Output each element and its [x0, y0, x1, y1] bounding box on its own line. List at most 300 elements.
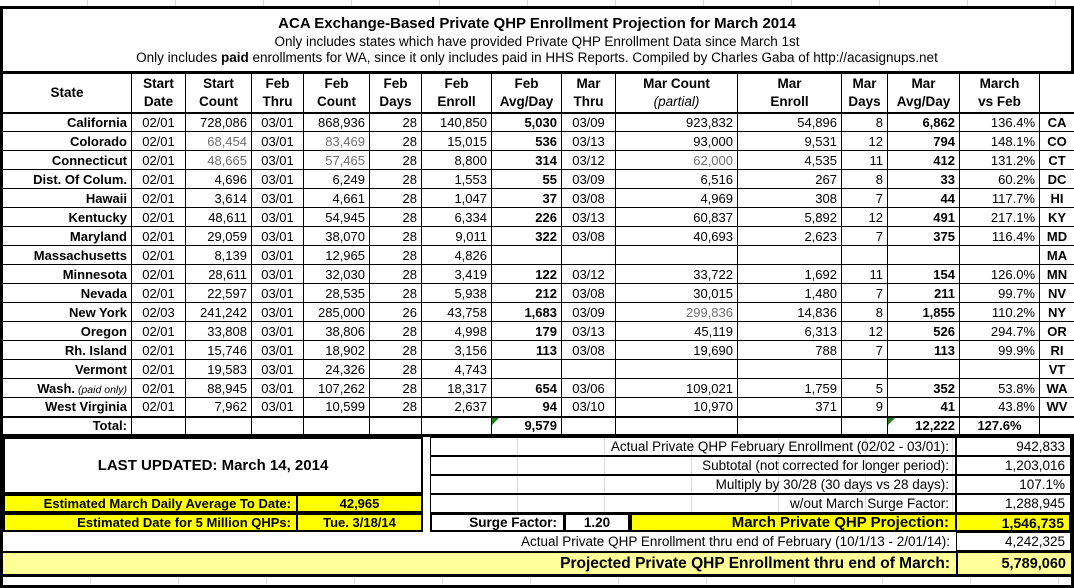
state-name: Vermont: [75, 362, 127, 377]
cell-state: [2, 398, 132, 417]
cell-start_count: [186, 227, 252, 246]
cell-start_date: [132, 322, 186, 341]
column-header: Feb Count: [304, 73, 370, 113]
march-projection-value: 1,546,735: [956, 513, 1071, 532]
cell-feb_enroll: [422, 379, 492, 398]
cell-feb_avg: [492, 360, 562, 379]
cell-mar_thru: [562, 341, 616, 360]
cell-value: 526: [933, 324, 955, 339]
cell-value: 314: [535, 153, 557, 168]
cell-mar_avg: [888, 303, 960, 322]
cell-value: 57,465: [325, 153, 365, 168]
cell-state: [2, 322, 132, 341]
cell-value: 8: [876, 115, 883, 130]
cell-mar_vs_feb: [960, 322, 1040, 341]
cell-mar_days: [842, 398, 888, 417]
cell-feb_days: [370, 151, 422, 170]
cell-abbr: [1040, 379, 1074, 398]
cell-value: WV: [1047, 399, 1068, 414]
cell-value: 03/10: [572, 399, 605, 414]
cell-feb_enroll: [422, 208, 492, 227]
cell-value: 43.8%: [998, 399, 1035, 414]
cell-feb_enroll: [422, 284, 492, 303]
cell-mar_count: [616, 284, 738, 303]
surge-factor-label: Surge Factor:: [430, 513, 565, 532]
cell-feb_thru: [252, 208, 304, 227]
cell-mar_enroll: [738, 303, 842, 322]
cell-value: 1,692: [804, 267, 837, 282]
cell-value: 03/01: [261, 399, 294, 414]
cell-abbr: [1040, 170, 1074, 189]
cell-value: 03/08: [572, 343, 605, 358]
last-updated-box: LAST UPDATED: March 14, 2014: [3, 437, 423, 494]
summary-right: [423, 437, 1071, 532]
column-header-line2: Avg/Day: [892, 93, 955, 111]
state-name: West Virginia: [45, 399, 127, 414]
column-header-line2: Enroll: [742, 93, 837, 111]
cell-value: 03/01: [261, 248, 294, 263]
cell-start_count: [186, 113, 252, 132]
cell-value: 12: [869, 134, 883, 149]
cell-value: CA: [1048, 115, 1067, 130]
cell-feb_enroll: [422, 189, 492, 208]
cell-value: 03/13: [572, 324, 605, 339]
cell-value: 1,759: [804, 381, 837, 396]
cell-value: 24,326: [325, 362, 365, 377]
cell-feb_enroll: [422, 227, 492, 246]
cell-value: 6,313: [804, 324, 837, 339]
cell-value: 30,015: [693, 286, 733, 301]
cell-feb_enroll: [422, 170, 492, 189]
cell-value: 02/01: [142, 343, 175, 358]
cell-value: 28: [403, 248, 417, 263]
cell-mar_avg: [888, 170, 960, 189]
table-row: [2, 208, 1074, 227]
cell-mar_days: [842, 322, 888, 341]
cell-mar_avg: [888, 379, 960, 398]
cell-start_count: [186, 322, 252, 341]
cell-mar_days: [842, 303, 888, 322]
cell-value: 113: [536, 343, 557, 358]
cell-mar_avg: [888, 189, 960, 208]
cell-value: 136.4%: [991, 115, 1035, 130]
cell-feb_count: [304, 379, 370, 398]
cell-feb_thru: [252, 284, 304, 303]
cell-feb_count: [304, 284, 370, 303]
table-row: [2, 246, 1074, 265]
cell-value: 28: [403, 210, 417, 225]
cell-feb_avg: [492, 398, 562, 417]
cell-value: 03/08: [572, 191, 605, 206]
cell-value: 12: [869, 324, 883, 339]
cell-start_date: [132, 398, 186, 417]
cell-value: 308: [815, 191, 837, 206]
cell-value: 7: [876, 229, 883, 244]
state-name: Maryland: [70, 229, 127, 244]
cell-state: [2, 151, 132, 170]
cell-value: 7: [876, 286, 883, 301]
cell-feb_thru: [252, 113, 304, 132]
cell-value: 02/01: [142, 134, 175, 149]
cell-value: 99.9%: [998, 343, 1035, 358]
cell-value: 109,021: [686, 381, 733, 396]
cell-value: 33: [941, 172, 955, 187]
cell-feb_enroll: [422, 265, 492, 284]
cell-value: 41: [941, 399, 955, 414]
cell-state: [2, 113, 132, 132]
cell-start_date: [132, 170, 186, 189]
cell-feb_avg: [492, 303, 562, 322]
cell-value: 5,030: [524, 115, 557, 130]
cell-value: 285,000: [318, 305, 365, 320]
cell-value: 3,419: [454, 267, 487, 282]
cell-mar_vs_feb: [960, 189, 1040, 208]
cell-value: 1,047: [454, 191, 487, 206]
cell-feb_thru: [252, 151, 304, 170]
total-empty-cell: [616, 417, 738, 436]
cell-start_count: [186, 189, 252, 208]
surge-factor-value: 1.20: [565, 513, 630, 532]
cell-mar_avg: [888, 265, 960, 284]
cell-feb_days: [370, 398, 422, 417]
enrollment-table: [0, 71, 1074, 437]
cell-value: 48,665: [207, 153, 247, 168]
cell-feb_avg: [492, 341, 562, 360]
cell-value: 38,806: [325, 324, 365, 339]
cell-value: 4,696: [214, 172, 247, 187]
cell-mar_vs_feb: [960, 341, 1040, 360]
cell-feb_days: [370, 379, 422, 398]
cell-value: 15,746: [207, 343, 247, 358]
column-header-line2: Thru: [256, 93, 299, 111]
column-header: Mar Enroll: [738, 73, 842, 113]
cell-value: 03/01: [261, 324, 294, 339]
cell-value: 28,535: [325, 286, 365, 301]
column-header: State: [2, 73, 132, 113]
cell-mar_avg: [888, 284, 960, 303]
comment-triangle-icon: [492, 418, 499, 425]
cell-value: 02/01: [142, 399, 175, 414]
cell-feb_days: [370, 227, 422, 246]
feb-enrollment-label: Actual Private QHP February Enrollment (02/02 - 03/01):: [430, 437, 956, 456]
multiply-label: Multiply by 30/28 (30 days vs 28 days):: [430, 475, 956, 494]
spacer: [423, 494, 430, 513]
cell-feb_thru: [252, 379, 304, 398]
cell-value: 28: [403, 362, 417, 377]
cell-value: 10,970: [693, 399, 733, 414]
cell-value: 03/06: [572, 381, 605, 396]
subtotal-value: 1,203,016: [956, 456, 1071, 475]
wout-surge-value: 1,288,945: [956, 494, 1071, 513]
cell-value: RI: [1051, 343, 1064, 358]
cell-mar_enroll: [738, 246, 842, 265]
cell-value: 794: [933, 134, 955, 149]
cell-value: NV: [1048, 286, 1066, 301]
cell-abbr: [1040, 284, 1074, 303]
comment-triangle-icon: [888, 418, 895, 425]
cell-value: 02/01: [142, 115, 175, 130]
wout-surge-label: w/out March Surge Factor:: [430, 494, 956, 513]
cell-mar_vs_feb: [960, 113, 1040, 132]
cell-mar_count: [616, 132, 738, 151]
cell-start_count: [186, 151, 252, 170]
cell-value: 02/01: [142, 381, 175, 396]
cell-value: 03/01: [261, 343, 294, 358]
cell-value: 03/01: [261, 305, 294, 320]
cell-value: 15,015: [447, 134, 487, 149]
cell-mar_vs_feb: [960, 265, 1040, 284]
state-name: Oregon: [81, 324, 127, 339]
cell-value: 28: [403, 191, 417, 206]
actual-thru-feb-label: Actual Private QHP Enrollment thru end of February (10/1/13 - 2/01/14):: [3, 532, 956, 551]
cell-feb_count: [304, 265, 370, 284]
cell-abbr: [1040, 113, 1074, 132]
cell-value: KY: [1048, 210, 1066, 225]
cell-value: 94: [543, 399, 557, 414]
cell-mar_thru: [562, 170, 616, 189]
cell-start_date: [132, 227, 186, 246]
summary-row: [423, 437, 1071, 456]
cell-mar_thru: [562, 132, 616, 151]
cell-value: 322: [535, 229, 557, 244]
cell-mar_count: [616, 246, 738, 265]
cell-value: 3,614: [214, 191, 247, 206]
cell-mar_avg: [888, 398, 960, 417]
cell-value: 9,531: [804, 134, 837, 149]
cell-start_count: [186, 303, 252, 322]
cell-value: 117.7%: [992, 191, 1035, 206]
cell-value: 179: [535, 324, 557, 339]
column-header: Start Count: [186, 73, 252, 113]
cell-mar_thru: [562, 246, 616, 265]
cell-start_date: [132, 189, 186, 208]
cell-value: 11: [870, 267, 884, 282]
cell-feb_days: [370, 189, 422, 208]
spacer: [423, 513, 430, 532]
column-header-line2: Count: [308, 93, 365, 111]
cell-start_date: [132, 208, 186, 227]
column-header-line2: Days: [846, 93, 883, 111]
cell-state: [2, 379, 132, 398]
projected-thru-march-row: [3, 551, 1071, 574]
cell-value: 03/01: [261, 172, 294, 187]
cell-feb_enroll: [422, 398, 492, 417]
state-name: Dist. Of Colum.: [33, 172, 127, 187]
cell-mar_enroll: [738, 398, 842, 417]
cell-value: 02/01: [142, 229, 175, 244]
cell-value: 29,059: [207, 229, 247, 244]
cell-feb_thru: [252, 170, 304, 189]
cell-value: 54,896: [797, 115, 837, 130]
cell-value: 93,000: [693, 134, 733, 149]
cell-mar_days: [842, 284, 888, 303]
total-empty-cell: [422, 417, 492, 436]
column-header-line2: Enroll: [426, 93, 487, 111]
table-row: [2, 322, 1074, 341]
cell-value: 148.1%: [991, 134, 1035, 149]
cell-mar_vs_feb: [960, 379, 1040, 398]
cell-feb_count: [304, 303, 370, 322]
cell-feb_thru: [252, 303, 304, 322]
cell-value: 226: [535, 210, 557, 225]
cell-mar_count: [616, 189, 738, 208]
cell-value: 33,722: [693, 267, 733, 282]
cell-value: 22,597: [207, 286, 247, 301]
cell-value: 12: [869, 210, 883, 225]
cell-feb_days: [370, 322, 422, 341]
cell-abbr: [1040, 265, 1074, 284]
cell-value: 03/01: [261, 381, 294, 396]
cell-feb_count: [304, 132, 370, 151]
cell-value: 7,962: [214, 399, 247, 414]
cell-value: 140,850: [440, 115, 487, 130]
actual-thru-feb-value: 4,242,325: [956, 532, 1071, 551]
cell-start_count: [186, 341, 252, 360]
cell-mar_count: [616, 303, 738, 322]
total-empty-cell: [1040, 417, 1074, 436]
cell-value: VT: [1049, 362, 1066, 377]
cell-value: 03/08: [572, 229, 605, 244]
column-header-line2: Days: [374, 93, 417, 111]
cell-mar_thru: [562, 265, 616, 284]
cell-value: 5: [876, 381, 883, 396]
cell-value: 9,011: [455, 229, 487, 244]
cell-value: 211: [934, 286, 955, 301]
daily-average-value: 42,965: [297, 494, 423, 513]
cell-value: 2,637: [454, 399, 487, 414]
summary-left: [3, 437, 423, 532]
cell-value: 03/01: [261, 134, 294, 149]
cell-start_date: [132, 246, 186, 265]
cell-value: 299,836: [686, 305, 733, 320]
cell-start_count: [186, 379, 252, 398]
cell-value: 54,945: [325, 210, 365, 225]
column-header: Mar Thru: [562, 73, 616, 113]
cell-value: 5,892: [804, 210, 837, 225]
cell-feb_avg: [492, 265, 562, 284]
cell-value: 113: [934, 343, 955, 358]
cell-value: 28: [403, 229, 417, 244]
cell-mar_count: [616, 360, 738, 379]
cell-value: 10,599: [325, 399, 365, 414]
cell-mar_enroll: [738, 379, 842, 398]
cell-abbr: [1040, 132, 1074, 151]
cell-mar_days: [842, 189, 888, 208]
cell-value: 12,965: [325, 248, 365, 263]
cell-mar_days: [842, 170, 888, 189]
cell-value: 02/01: [142, 362, 175, 377]
cell-feb_enroll: [422, 303, 492, 322]
cell-abbr: [1040, 341, 1074, 360]
cell-value: 241,242: [200, 305, 247, 320]
cell-feb_days: [370, 303, 422, 322]
cell-mar_thru: [562, 303, 616, 322]
cell-feb_days: [370, 246, 422, 265]
cell-value: 536: [535, 134, 557, 149]
cell-feb_thru: [252, 322, 304, 341]
total-empty-cell: [186, 417, 252, 436]
cell-mar_avg: [888, 208, 960, 227]
cell-feb_thru: [252, 246, 304, 265]
cell-feb_count: [304, 151, 370, 170]
cell-value: 02/01: [142, 267, 175, 282]
cell-start_date: [132, 265, 186, 284]
cell-abbr: [1040, 303, 1074, 322]
title-block: [0, 6, 1074, 71]
total-empty-cell: [304, 417, 370, 436]
cell-value: 212: [535, 286, 557, 301]
summary-row: [423, 494, 1071, 513]
cell-mar_days: [842, 132, 888, 151]
cell-mar_vs_feb: [960, 360, 1040, 379]
state-name: California: [67, 115, 127, 130]
column-header: Mar Days: [842, 73, 888, 113]
cell-feb_avg: [492, 189, 562, 208]
cell-feb_count: [304, 360, 370, 379]
cell-value: 43,758: [447, 305, 487, 320]
cell-feb_thru: [252, 398, 304, 417]
cell-state: [2, 265, 132, 284]
cell-feb_count: [304, 246, 370, 265]
state-name: Hawaii: [86, 191, 127, 206]
table-row: [2, 265, 1074, 284]
cell-value: 4,743: [454, 362, 487, 377]
cell-value: 6,334: [454, 210, 487, 225]
cell-value: 03/01: [261, 286, 294, 301]
cell-mar_count: [616, 170, 738, 189]
cell-feb_avg: [492, 246, 562, 265]
cell-value: 9: [876, 399, 883, 414]
cell-value: 32,030: [325, 267, 365, 282]
cell-mar_enroll: [738, 170, 842, 189]
cell-mar_avg: [888, 227, 960, 246]
cell-value: 352: [933, 381, 955, 396]
cell-mar_avg: [888, 322, 960, 341]
cell-value: 83,469: [325, 134, 365, 149]
cell-mar_count: [616, 151, 738, 170]
cell-value: 28: [403, 286, 417, 301]
cell-mar_thru: [562, 284, 616, 303]
cell-value: 3,156: [454, 343, 487, 358]
cell-value: 267: [815, 172, 837, 187]
cell-value: MA: [1047, 248, 1067, 263]
column-header: Start Date: [132, 73, 186, 113]
cell-value: 7: [876, 343, 883, 358]
cell-feb_days: [370, 113, 422, 132]
cell-mar_days: [842, 246, 888, 265]
cell-mar_thru: [562, 189, 616, 208]
cell-value: 45,119: [694, 324, 733, 339]
cell-value: 18,317: [447, 381, 487, 396]
cell-mar_count: [616, 208, 738, 227]
state-note: (paid only): [75, 384, 127, 396]
cell-value: 28: [403, 399, 417, 414]
cell-value: 8: [876, 305, 883, 320]
projected-thru-march-value: 5,789,060: [956, 553, 1071, 574]
cell-feb_enroll: [422, 132, 492, 151]
cell-state: [2, 341, 132, 360]
march-projection-label: March Private QHP Projection:: [630, 513, 956, 532]
cell-value: 33,808: [207, 324, 247, 339]
projected-thru-march-label: Projected Private QHP Enrollment thru end of March:: [3, 553, 956, 574]
cell-mar_thru: [562, 360, 616, 379]
cell-feb_count: [304, 341, 370, 360]
table-row: [2, 398, 1074, 417]
cell-feb_thru: [252, 360, 304, 379]
cell-start_count: [186, 398, 252, 417]
cell-value: 03/01: [261, 210, 294, 225]
cell-mar_thru: [562, 322, 616, 341]
